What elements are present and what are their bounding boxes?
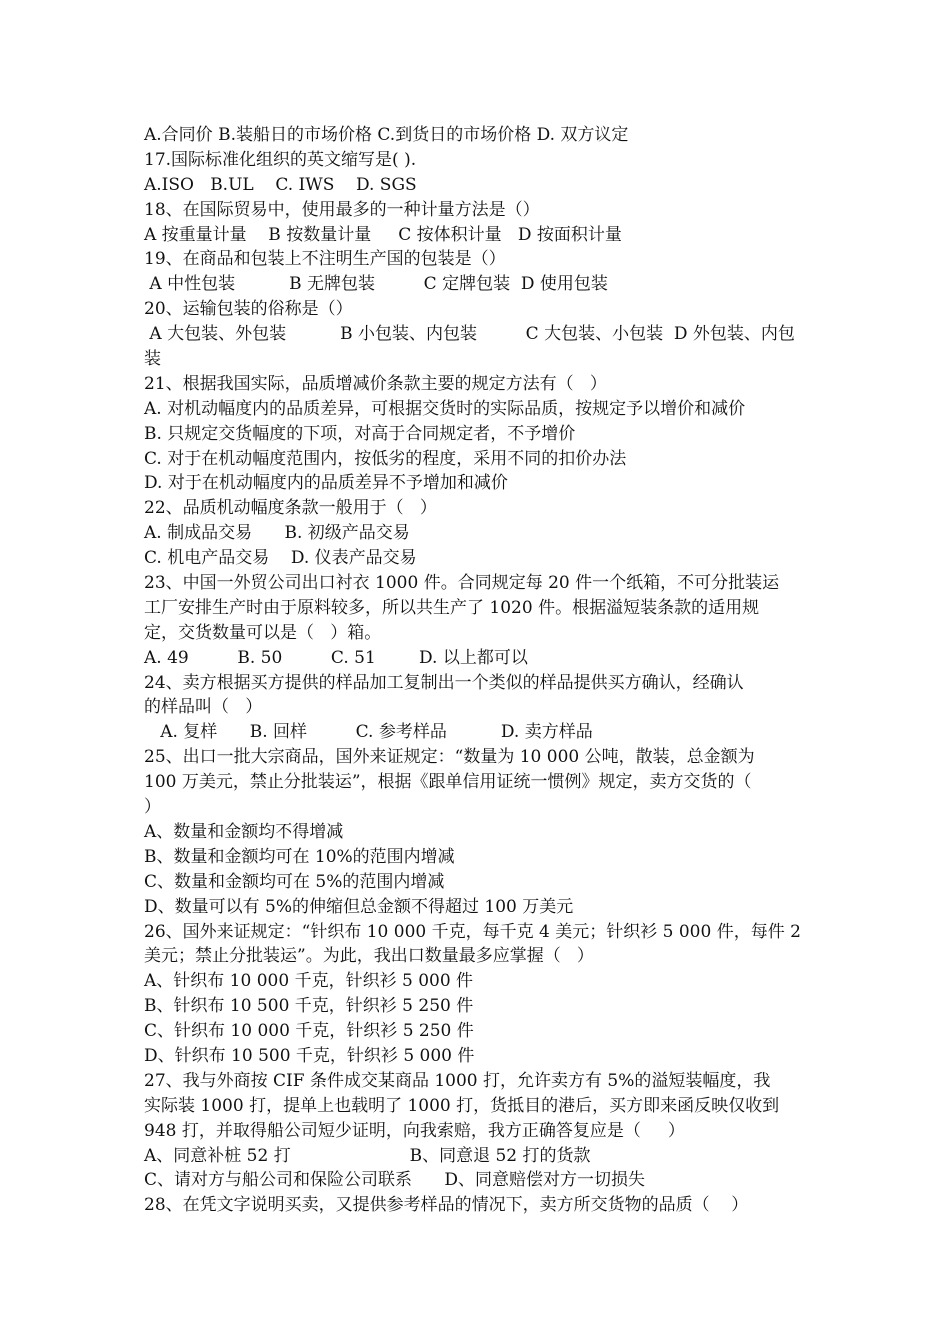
text-line: A 中性包装 B 无牌包装 C 定牌包装 D 使用包装 [144, 274, 608, 295]
text-line: A 大包装、外包装 B 小包装、内包装 C 大包装、小包装 D 外包装、内包 [144, 324, 795, 345]
text-line: 27、我与外商按 CIF 条件成交某商品 1000 打，允许卖方有 5%的溢短装幅度，我 [144, 1070, 771, 1091]
text-line: A.ISO B.UL C. IWS D. SGS [144, 174, 417, 195]
text-line: C、请对方与船公司和保险公司联系 D、同意赔偿对方一切损失 [144, 1170, 646, 1191]
text-line: 19、在商品和包装上不注明生产国的包装是（） [144, 249, 506, 270]
text-line: 23、中国一外贸公司出口衬衣 1000 件。合同规定每 20 件一个纸箱，不可分批装运 [144, 573, 780, 594]
text-line: A.合同价 B.装船日的市场价格 C.到货日的市场价格 D. 双方议定 [144, 125, 629, 145]
text-line: 美元；禁止分批装运”。为此，我出口数量最多应掌握（ ） [144, 946, 594, 967]
text-line: 24、卖方根据买方提供的样品加工复制出一个类似的样品提供买方确认，经确认 [144, 672, 744, 693]
text-line: 25、出口一批大宗商品，国外来证规定：“数量为 10 000 公吨，散装，总金额为 [144, 747, 755, 768]
text-line: 28、在凭文字说明买卖，又提供参考样品的情况下，卖方所交货物的品质（ ） [144, 1195, 749, 1216]
text-line: D. 对于在机动幅度内的品质差异不予增加和减价 [144, 473, 508, 494]
text-line: C. 对于在机动幅度范围内，按低劣的程度，采用不同的扣价办法 [144, 448, 627, 469]
text-line: A. 复样 B. 回样 C. 参考样品 D. 卖方样品 [144, 722, 593, 743]
text-line: B. 只规定交货幅度的下项，对高于合同规定者，不予增价 [144, 423, 576, 444]
text-line: 的样品叫（ ） [144, 697, 263, 718]
text-line: 17.国际标准化组织的英文缩写是( ). [144, 149, 417, 170]
text-line: ） [144, 797, 161, 818]
text-line: A. 制成品交易 B. 初级产品交易 [144, 523, 410, 544]
text-line: B、数量和金额均可在 10%的范围内增减 [144, 846, 455, 867]
text-line: A、针织布 10 000 千克，针织衫 5 000 件 [144, 971, 474, 992]
text-line: A. 49 B. 50 C. 51 D. 以上都可以 [144, 647, 528, 668]
text-line: A、同意补桩 52 打 B、同意退 52 打的货款 [144, 1145, 591, 1166]
text-line: 装 [144, 349, 161, 370]
text-line: 26、国外来证规定：“针织布 10 000 千克，每千克 4 美元；针织衫 5 000 件，每件 2 [144, 921, 801, 942]
text-line: 22、品质机动幅度条款一般用于（ ） [144, 498, 437, 519]
text-line: 20、运输包装的俗称是（） [144, 299, 353, 320]
text-line: A 按重量计量 B 按数量计量 C 按体积计量 D 按面积计量 [144, 224, 622, 245]
text-line: C、数量和金额均可在 5%的范围内增减 [144, 871, 445, 892]
text-line: A、数量和金额均不得增减 [144, 821, 344, 842]
text-line: 100 万美元，禁止分批装运”，根据《跟单信用证统一惯例》规定，卖方交货的（ [144, 772, 752, 793]
text-line: D、数量可以有 5%的伸缩但总金额不得超过 100 万美元 [144, 896, 574, 917]
text-line: C、针织布 10 000 千克，针织衫 5 250 件 [144, 1021, 474, 1042]
text-line: 948 打，并取得船公司短少证明，向我索赔，我方正确答复应是（ ） [144, 1120, 685, 1141]
text-line: 21、根据我国实际，品质增减价条款主要的规定方法有（ ） [144, 373, 607, 394]
text-line: B、针织布 10 500 千克，针织衫 5 250 件 [144, 996, 474, 1017]
text-line: 18、在国际贸易中，使用最多的一种计量方法是（） [144, 199, 540, 220]
text-line: A. 对机动幅度内的品质差异，可根据交货时的实际品质，按规定予以增价和减价 [144, 398, 746, 419]
text-line: C. 机电产品交易 D. 仪表产品交易 [144, 548, 417, 569]
text-line: 实际装 1000 打，提单上也载明了 1000 打，货抵目的港后，买方即来函反映仅收到 [144, 1095, 780, 1116]
document-body [144, 123, 808, 1218]
text-line: 定，交货数量可以是（ ）箱。 [144, 622, 382, 643]
text-line: D、针织布 10 500 千克，针织衫 5 000 件 [144, 1045, 475, 1066]
text-line: 工厂安排生产时由于原料较多，所以共生产了 1020 件。根据溢短装条款的适用规 [144, 597, 760, 618]
